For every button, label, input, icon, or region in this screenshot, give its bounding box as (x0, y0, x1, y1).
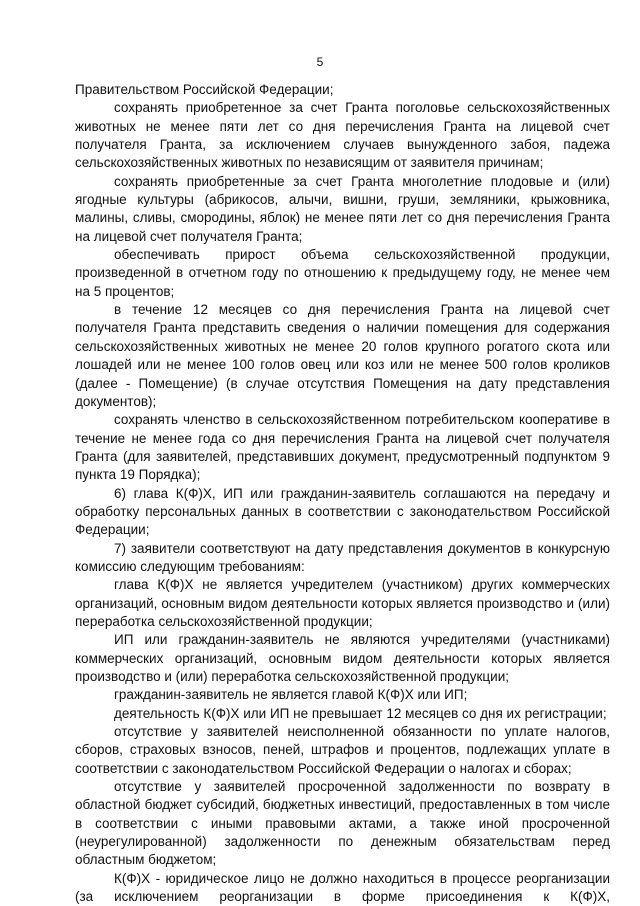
paragraph: деятельность К(Ф)Х или ИП не превышает 12 месяцев со дня их регистрации; (114, 705, 607, 721)
paragraph: К(Ф)Х - юридическое лицо не должно находиться в процессе реорганизации (за исключением реорганизации в форме присоединения к К(Ф)Х, (75, 870, 610, 905)
paragraph: отсутствие у заявителей неисполненной обязанности по уплате налогов, сборов, страховых взносов, пеней, штрафов и процентов, подлежащих уплате в соответствии с законодательством Российской Федерации о налогах и сборах; (75, 724, 610, 776)
paragraph: гражданин-заявитель не является главой К(Ф)Х или ИП; (114, 687, 468, 703)
document-body (75, 81, 610, 906)
paragraph: обеспечивать прирост объема сельскохозяйственной продукции, произведенной в отчетном году по отношению к предыдущему году, не менее чем на 5 процентов; (75, 247, 610, 299)
paragraph: 6) глава К(Ф)Х, ИП или гражданин-заявитель соглашаются на передачу и обработку персональных данных в соответствии с законодательством Российской Федерации; (75, 485, 610, 538)
paragraph: 7) заявители соответствуют на дату представления документов в конкурсную комиссию следующим требованиям: (75, 540, 610, 574)
page-number: 5 (316, 55, 324, 69)
paragraph: в течение 12 месяцев со дня перечисления Гранта на лицевой счет получателя Гранта представить сведения о наличии помещения для содержания сельскохозяйственных животных не менее 20 голов крупного рогатого скота или лошадей или не менее 100 голов овец или коз или не менее 500 голов кроликов (далее - Помещение) (в случае отсутствия Помещения на дату представления документов); (75, 302, 610, 409)
paragraph: сохранять приобретенные за счет Гранта многолетние плодовые и (или) ягодные культуры (абрикосов, алычи, вишни, груши, земляники, крыжовника, малины, сливы, смородины, яблок) не менее пяти лет со дня перечисления Гранта на лицевой счет получателя Гранта; (75, 173, 610, 244)
paragraph: Правительством Российской Федерации; (75, 82, 334, 97)
paragraph: отсутствие у заявителей просроченной задолженности по возврату в областной бюджет субсидий, бюджетных инвестиций, предоставленных в том числе в соответствии с иными правовыми актами, а также иной просроченной (неурегулированной) задолженности по денежным обязательствам перед областным бюджетом; (75, 779, 610, 868)
paragraph: глава К(Ф)Х не является учредителем (участником) других коммерческих организаций, основным видом деятельности которых является производство и (или) переработка сельскохозяйственной продукции; (75, 577, 610, 629)
paragraph: ИП или гражданин-заявитель не являются учредителями (участниками) коммерческих организаций, основным видом деятельности которых является производство и (или) переработка сельскохозяйственной продукции; (75, 632, 610, 684)
paragraph: сохранять приобретенное за счет Гранта поголовье сельскохозяйственных животных не менее пяти лет со дня перечисления Гранта на лицевой счет получателя Гранта, за исключением случаев вынужденного забоя, падежа сельскохозяйственных животных по независящим от заявителя причинам; (75, 100, 610, 171)
paragraph: сохранять членство в сельскохозяйственном потребительском кооперативе в течение не менее года со дня перечисления Гранта на лицевой счет получателя Гранта (для заявителей, представивших документ, предусмотренный подпунктом 9 пункта 19 Порядка); (75, 412, 610, 483)
